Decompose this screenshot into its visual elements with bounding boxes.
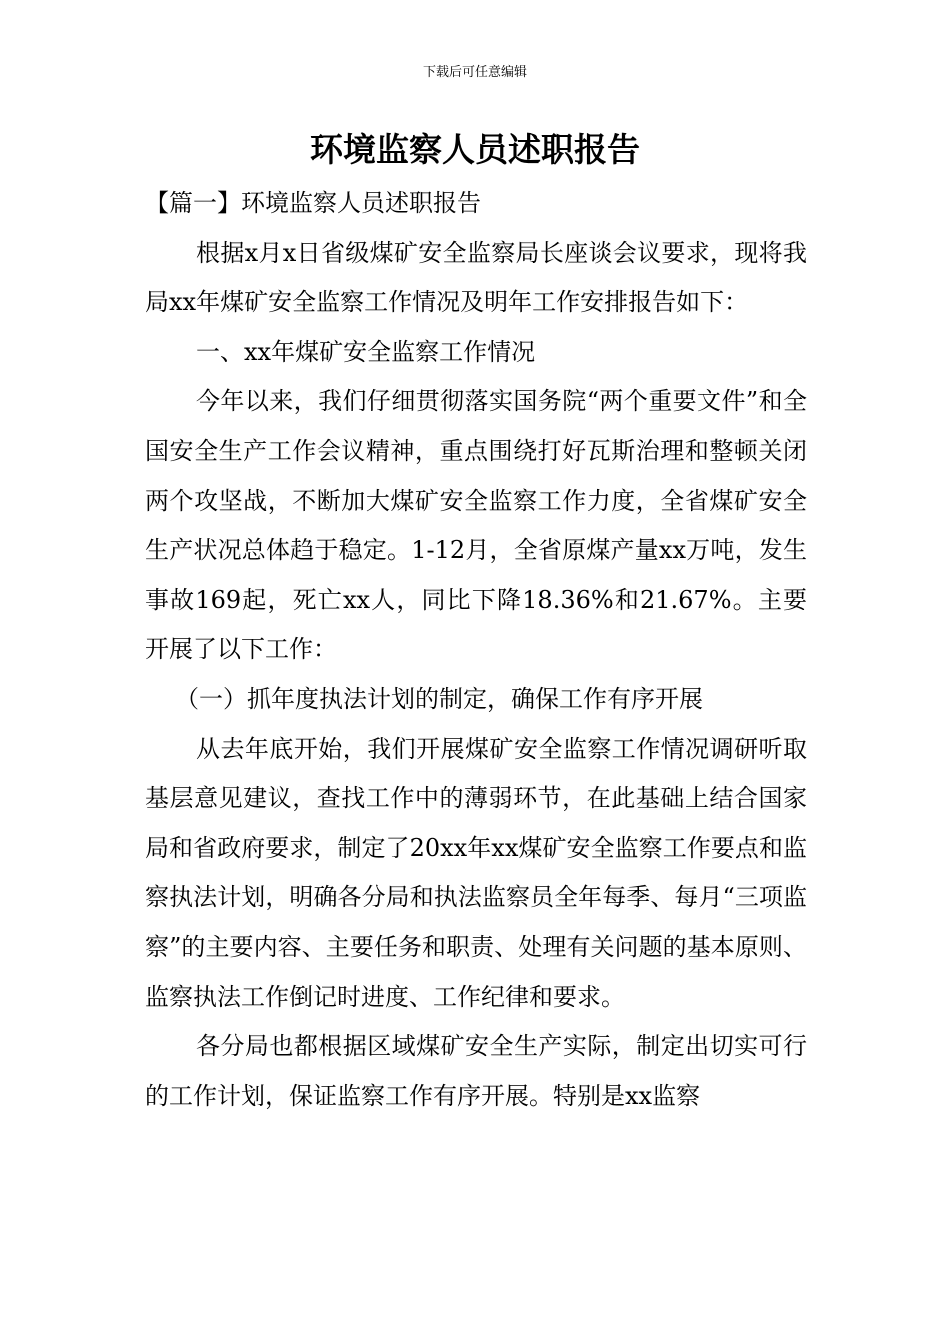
subheading-item-one: （一）抓年度执法计划的制定，确保工作有序开展 — [175, 684, 703, 713]
document-body — [145, 179, 807, 1121]
paragraph-intro: 根据x月x日省级煤矿安全监察局长座谈会议要求，现将我局xx年煤矿安全监察工作情况及明年工作安排报告如下： — [145, 238, 807, 317]
page-header-note: 下载后可任意编辑 — [422, 65, 527, 80]
paragraph-plan: 从去年底开始，我们开展煤矿安全监察工作情况调研听取基层意见建议，查找工作中的薄弱环节，在此基础上结合国家局和省政府要求，制定了20xx年xx煤矿安全监察工作要点和监察执法计划，明确各分局和执法监察员全年每季、每月“三项监察”的主要内容、主要任务和职责、处理有关问题的基本原则、监察执法工作倒记时进度、工作纪律和要求。 — [145, 734, 807, 1011]
subheading-part-one: 一、xx年煤矿安全监察工作情况 — [196, 337, 536, 366]
document-title: 环境监察人员述职报告 — [310, 130, 640, 169]
section-heading: 【篇一】环境监察人员述职报告 — [145, 189, 481, 217]
paragraph-branches: 各分局也都根据区域煤矿安全生产实际，制定出切实可行的工作计划，保证监察工作有序开展。特别是xx监察 — [145, 1032, 807, 1110]
paragraph-overview: 今年以来，我们仔细贯彻落实国务院“两个重要文件”和全国安全生产工作会议精神，重点围绕打好瓦斯治理和整顿关闭两个攻坚战，不断加大煤矿安全监察工作力度，全省煤矿安全生产状况总体趋于稳定。1-12月，全省原煤产量xx万吨，发生事故169起，死亡xx人，同比下降18.36%和21.67%。主要开展了以下工作： — [145, 387, 807, 664]
